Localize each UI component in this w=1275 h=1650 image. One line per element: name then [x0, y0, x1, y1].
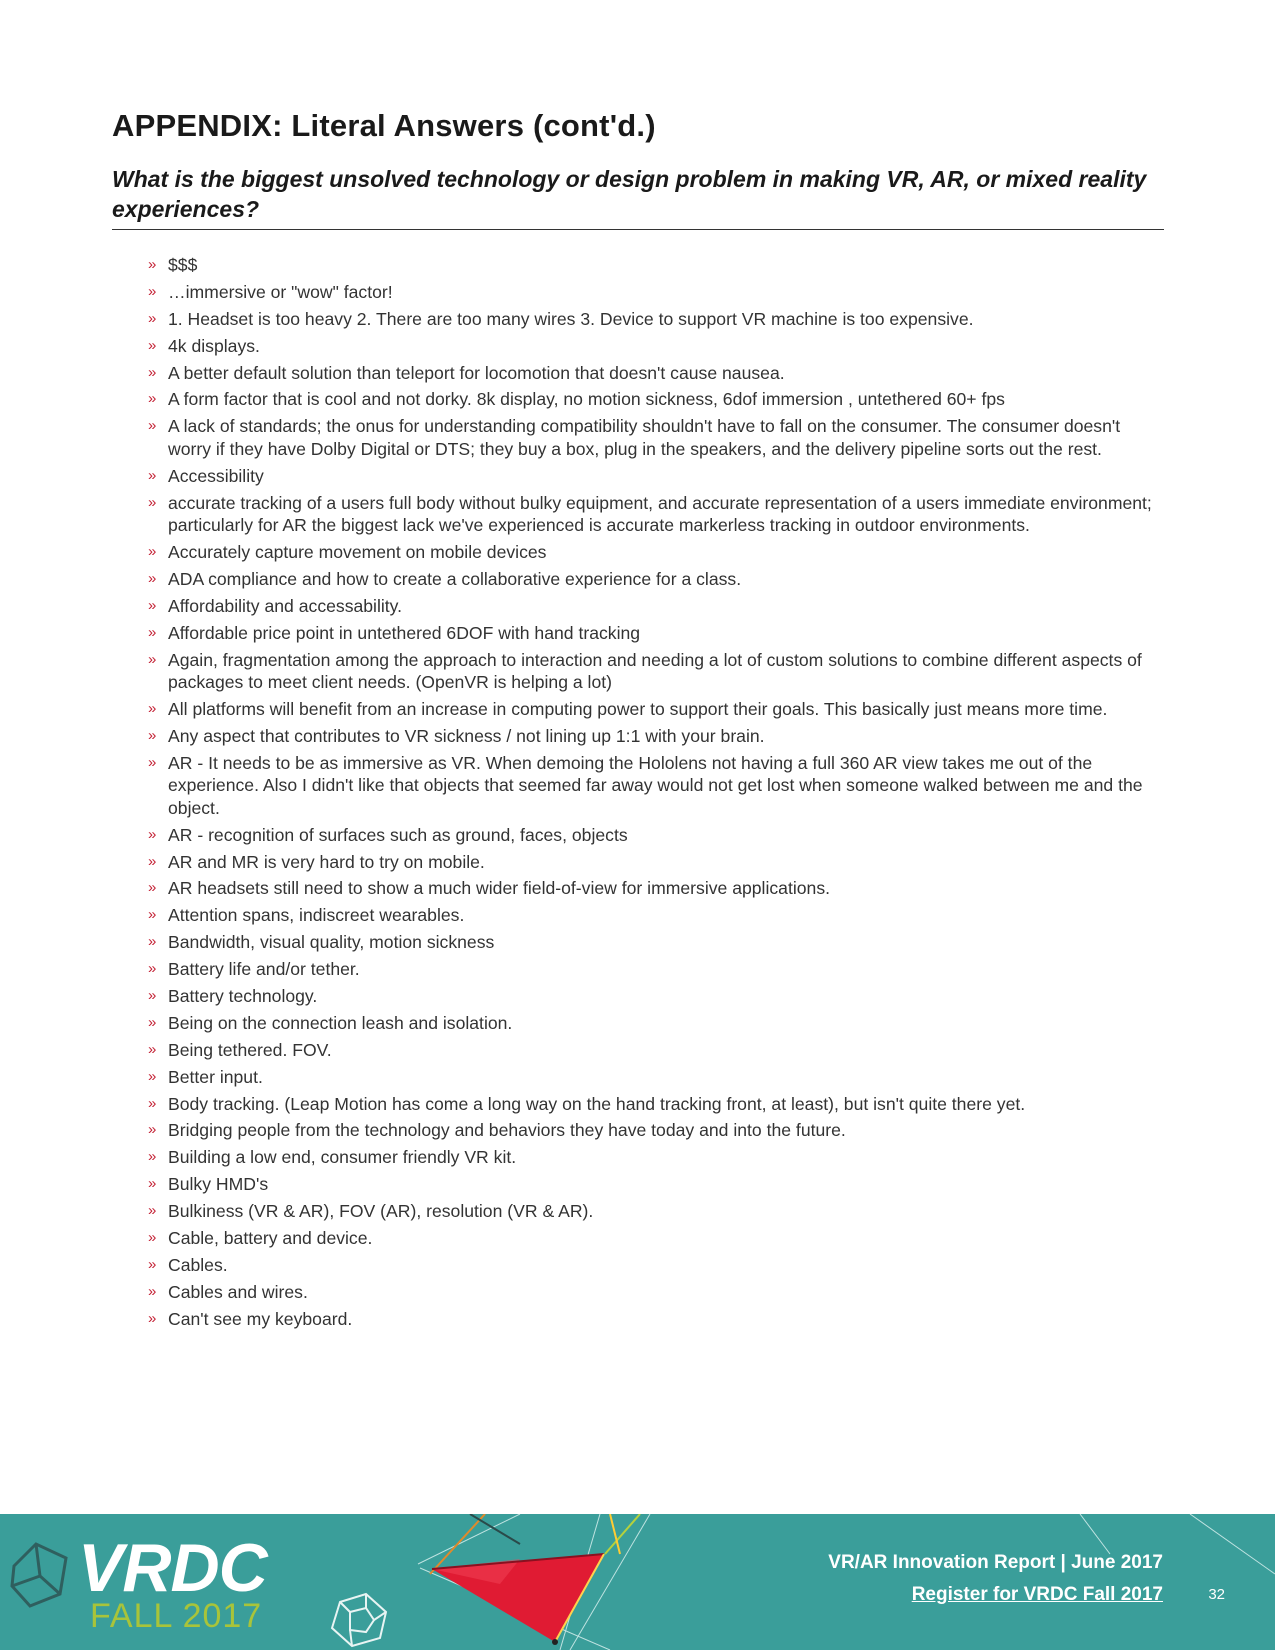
bullet-icon: » [148, 960, 157, 978]
answer-item [148, 1200, 1168, 1223]
answer-item [148, 1173, 1168, 1196]
bullet-icon: » [148, 256, 157, 273]
answer-text: Affordability and accessability. [168, 595, 403, 616]
bullet-icon: » [148, 852, 157, 870]
answer-item [148, 931, 1168, 954]
answer-text: Bulky HMD's [168, 1174, 269, 1195]
answer-text: Cables. [168, 1254, 228, 1275]
answer-item [148, 1146, 1168, 1169]
bullet-icon: » [148, 543, 157, 561]
answer-item [148, 1254, 1168, 1277]
bullet-icon: » [148, 699, 157, 717]
answer-item [148, 1308, 1168, 1331]
answer-text: Battery technology. [168, 985, 318, 1006]
answer-text: A form factor that is cool and not dorky. 8k display, no motion sickness, 6dof immersion , untethered 60+ fps [168, 389, 1005, 410]
bullet-icon: » [148, 1282, 157, 1300]
bullet-icon: » [148, 309, 157, 327]
bullet-icon: » [148, 1202, 157, 1220]
answer-text: Any aspect that contributes to VR sickness / not lining up 1:1 with your brain. [168, 725, 765, 746]
bullet-icon: » [148, 466, 157, 484]
answer-text: Being on the connection leash and isolation. [168, 1012, 513, 1033]
answer-item [148, 1012, 1168, 1035]
answer-item [148, 649, 1168, 694]
answer-text: …immersive or "wow" factor! [168, 281, 393, 302]
answer-text: AR and MR is very hard to try on mobile. [168, 851, 485, 872]
answer-text: Accessibility [168, 465, 264, 486]
bullet-icon: » [148, 906, 157, 924]
answer-text: accurate tracking of a users full body without bulky equipment, and accurate representation of a users immediate environment; particularly for AR the biggest lack we've experienced is accurate markerless tracking in outdoor environments. [168, 492, 1152, 536]
answer-item [148, 958, 1168, 981]
bullet-icon: » [148, 1309, 157, 1327]
bullet-icon: » [148, 493, 157, 511]
answer-item [148, 568, 1168, 591]
bullet-icon: » [148, 879, 157, 897]
answer-text: $$$ [168, 255, 198, 275]
answer-text: Cables and wires. [168, 1281, 308, 1302]
bullet-icon: » [148, 1121, 157, 1139]
answer-text: Better input. [168, 1066, 263, 1087]
bullet-icon: » [148, 1148, 157, 1166]
bullet-icon: » [148, 1040, 157, 1058]
answer-text: All platforms will benefit from an increase in computing power to support their goals. This basically just means more time. [168, 698, 1108, 719]
bullet-icon: » [148, 1013, 157, 1031]
answer-text: Affordable price point in untethered 6DOF with hand tracking [168, 622, 641, 643]
answer-text: AR - It needs to be as immersive as VR. When demoing the Hololens not having a full 360 AR view takes me out of the experience. Also I didn't like that objects that seemed far away would not get lost when someone walked between me and the object. [168, 752, 1143, 818]
bullet-icon: » [148, 1255, 157, 1273]
bullet-icon: » [148, 282, 157, 300]
answer-item [148, 415, 1168, 460]
answer-item [148, 254, 1168, 277]
answer-item [148, 595, 1168, 618]
answer-text: 1. Headset is too heavy 2. There are too many wires 3. Device to support VR machine is too expensive. [168, 308, 974, 329]
answer-item [148, 388, 1168, 411]
footer-banner [0, 1514, 1275, 1650]
answer-text: Again, fragmentation among the approach to interaction and needing a lot of custom solutions to combine different aspects of packages to meet client needs. (OpenVR is helping a lot) [168, 649, 1142, 693]
answer-item [148, 1119, 1168, 1142]
answer-text: Bulkiness (VR & AR), FOV (AR), resolution (VR & AR). [168, 1201, 594, 1222]
bullet-icon: » [148, 390, 157, 408]
answer-item [148, 308, 1168, 331]
answers-list [148, 254, 1168, 1335]
bullet-icon: » [148, 1067, 157, 1085]
answer-item [148, 335, 1168, 358]
bullet-icon: » [148, 825, 157, 843]
answer-item [148, 362, 1168, 385]
answer-item [148, 824, 1168, 847]
answer-text: A lack of standards; the onus for understanding compatibility shouldn't have to fall on the consumer. The consumer doesn't worry if they have Dolby Digital or DTS; they buy a box, plug in the speakers, and the delivery pipeline sorts out the rest. [168, 416, 1121, 459]
bullet-icon: » [148, 650, 157, 668]
answer-text: Bridging people from the technology and behaviors they have today and into the future. [168, 1120, 846, 1141]
answer-item [148, 725, 1168, 748]
answer-text: Battery life and/or tether. [168, 959, 360, 980]
bullet-icon: » [148, 933, 157, 951]
answer-text: ADA compliance and how to create a collaborative experience for a class. [168, 568, 742, 589]
answer-item [148, 1227, 1168, 1250]
answer-item [148, 492, 1168, 537]
answer-text: Building a low end, consumer friendly VR kit. [168, 1147, 517, 1168]
answer-item [148, 698, 1168, 721]
page-number: 32 [1208, 1586, 1225, 1603]
answer-text: AR headsets still need to show a much wider field-of-view for immersive applications. [168, 878, 830, 899]
heading-divider [112, 229, 1164, 230]
answer-text: Attention spans, indiscreet wearables. [168, 905, 465, 926]
answer-item [148, 1066, 1168, 1089]
cube-icon [12, 1544, 66, 1606]
answer-text: Bandwidth, visual quality, motion sickness [168, 932, 495, 953]
answer-item [148, 622, 1168, 645]
bullet-icon: » [148, 596, 157, 614]
report-title-date: VR/AR Innovation Report | June 2017 [828, 1552, 1163, 1573]
bullet-icon: » [148, 1175, 157, 1193]
answer-item [148, 752, 1168, 820]
answer-item [148, 904, 1168, 927]
bullet-icon: » [148, 986, 157, 1004]
answer-item [148, 877, 1168, 900]
answer-item [148, 465, 1168, 488]
answer-text: Being tethered. FOV. [168, 1039, 332, 1060]
answer-item [148, 985, 1168, 1008]
bullet-icon: » [148, 623, 157, 641]
answer-text: Can't see my keyboard. [168, 1308, 353, 1329]
answer-text: 4k displays. [168, 335, 260, 356]
answer-item [148, 1281, 1168, 1304]
answer-text: Accurately capture movement on mobile devices [168, 542, 547, 563]
answer-text: AR - recognition of surfaces such as ground, faces, objects [168, 824, 628, 845]
answer-text: Body tracking. (Leap Motion has come a long way on the hand tracking front, at least), but isn't quite there yet. [168, 1093, 1026, 1114]
bullet-icon: » [148, 336, 157, 354]
register-link[interactable]: Register for VRDC Fall 2017 [911, 1584, 1163, 1605]
answer-item [148, 541, 1168, 564]
answer-item [148, 851, 1168, 874]
bullet-icon: » [148, 1229, 157, 1246]
answer-text: Cable, battery and device. [168, 1228, 373, 1248]
bullet-icon: » [148, 363, 157, 381]
answer-item [148, 1093, 1168, 1116]
answer-item [148, 1039, 1168, 1062]
bullet-icon: » [148, 726, 157, 744]
bullet-icon: » [148, 753, 157, 771]
vrdc-logo: VRDC [78, 1530, 267, 1606]
answer-text: A better default solution than teleport for locomotion that doesn't cause nausea. [168, 362, 785, 383]
bullet-icon: » [148, 1094, 157, 1112]
bullet-icon: » [148, 569, 157, 587]
page-title: APPENDIX: Literal Answers (cont'd.) [112, 108, 656, 143]
answer-item [148, 281, 1168, 304]
dodecahedron-icon [332, 1594, 386, 1646]
survey-question: What is the biggest unsolved technology or design problem in making VR, AR, or mixed reality experiences? [112, 166, 1147, 222]
event-name: FALL 2017 [90, 1597, 263, 1635]
bullet-icon: » [148, 417, 157, 435]
